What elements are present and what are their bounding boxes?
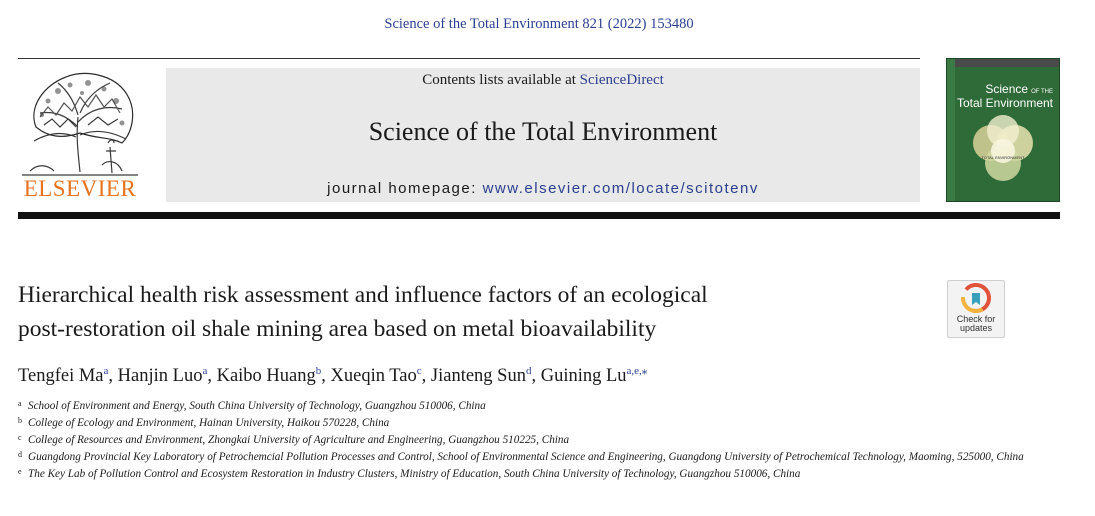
homepage-label: journal homepage: (327, 180, 477, 197)
affiliation-list (18, 398, 1063, 483)
cover-inner-label: TOTAL ENVIRONMENT (981, 155, 1025, 160)
affiliation-item: d Guangdong Provincial Key Laboratory of Petrochemcial Pollution Processes and Control, School of Environmental Science and Engineering, Guangdong University of Petrochemical Technology, Maoming, 525000, China (18, 450, 1024, 463)
author[interactable]: Kaibo Huang$^b$, (216, 365, 331, 386)
author[interactable]: Jianteng Sun$^d$, (430, 365, 541, 386)
top-rule (18, 58, 920, 59)
journal-header (18, 58, 1060, 220)
check-for-updates-button[interactable] (947, 280, 1005, 338)
author[interactable]: Hanjin Luo$^a$, (117, 365, 217, 386)
journal-homepage-line (166, 180, 920, 197)
author[interactable]: Tengfei Ma$^a$, (18, 365, 118, 386)
journal-title: Science of the Total Environment (368, 117, 718, 146)
affiliation-item: b College of Ecology and Environment, Hainan University, Haikou 570228, China (18, 416, 390, 429)
check-for-updates-icon (948, 281, 1004, 315)
homepage-link[interactable]: www.elsevier.com/locate/scitotenv (482, 180, 759, 197)
affiliation-item: a School of Environment and Energy, South China University of Technology, Guangzhou 510006, China (18, 399, 486, 412)
journal-cover-image[interactable] (946, 58, 1060, 202)
sciencedirect-link[interactable]: ScienceDirect (579, 72, 664, 88)
article-title (18, 278, 918, 346)
affiliation-item: e The Key Lab of Pollution Control and Ecosystem Restoration in Industry Clusters, Ministry of Education, South China University of Technology, Guangzhou 510006, China (18, 467, 801, 480)
author[interactable]: Guining $Lu^{a,e,⁎}$ (540, 365, 648, 386)
journal-citation[interactable]: Science of the Total Environment 821 (2022) 153480 (384, 16, 694, 32)
article-title-line-1: Hierarchical health risk assessment and influence factors of an ecological (18, 282, 708, 308)
elsevier-wordmark: ELSEVIER (23, 176, 137, 201)
cover-title: Science OF THE Total Environment (956, 82, 1053, 110)
cover-artwork (947, 59, 1059, 201)
article-title-line-2: post-restoration oil shale mining area based on metal bioavailability (18, 316, 657, 342)
header-bottom-rule (18, 212, 1060, 219)
contents-prefix: Contents lists available at (422, 72, 576, 88)
author-list (18, 364, 1018, 387)
check-for-updates-label: Check for updates (956, 314, 996, 333)
journal-banner (166, 68, 920, 202)
contents-line (166, 72, 920, 89)
author[interactable]: Xueqin Tao$^c$, (330, 365, 431, 386)
affiliation-item: c College of Resources and Environment, Zhongkai University of Agriculture and Engineering, Guangzhou 510225, China (18, 433, 570, 446)
